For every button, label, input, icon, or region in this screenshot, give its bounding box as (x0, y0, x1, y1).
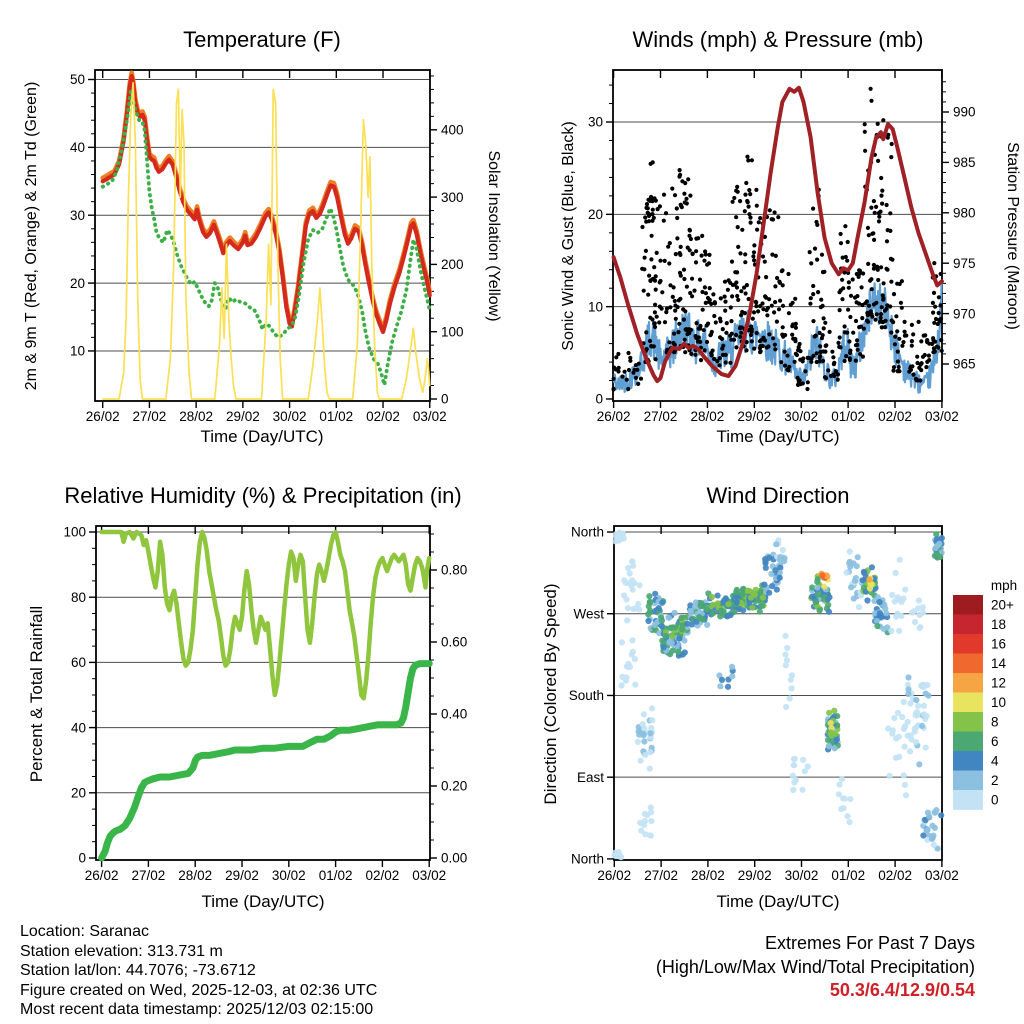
svg-text:100: 100 (441, 324, 464, 340)
figure-created-timestamp: Figure created on Wed, 2025-12-03, at 02:36 UTC (20, 981, 378, 999)
temperature-yaxis-right-label: Solar Insolation (Yellow) (485, 150, 502, 322)
wind-direction-chart-title: Wind Direction (706, 483, 850, 508)
svg-text:30/02: 30/02 (784, 409, 819, 424)
svg-text:300: 300 (441, 189, 464, 205)
extremes-values: 50.3/6.4/12.9/0.54 (829, 980, 975, 1000)
svg-text:27/02: 27/02 (643, 409, 678, 424)
svg-text:18: 18 (991, 616, 1007, 632)
svg-text:4: 4 (991, 753, 999, 769)
svg-text:28/02: 28/02 (179, 409, 214, 424)
solar-insolation-series (103, 83, 430, 399)
svg-text:990: 990 (953, 104, 976, 120)
svg-text:28/02: 28/02 (690, 409, 725, 424)
svg-text:975: 975 (953, 255, 976, 271)
svg-text:60: 60 (70, 655, 86, 671)
station-elevation: Station elevation: 313.731 m (20, 942, 223, 960)
svg-text:20: 20 (69, 275, 85, 291)
svg-text:26/02: 26/02 (597, 868, 632, 883)
svg-text:27/02: 27/02 (131, 868, 166, 883)
temperature-xaxis-title: Time (Day/UTC) (200, 427, 324, 446)
svg-text:28/02: 28/02 (691, 868, 725, 883)
svg-text:30: 30 (587, 114, 603, 130)
extremes-title: Extremes For Past 7 Days (764, 933, 975, 953)
svg-text:01/02: 01/02 (831, 868, 866, 883)
winds-yaxis-right-label: Station Pressure (Maroon) (1004, 142, 1021, 330)
svg-text:400: 400 (441, 122, 464, 138)
svg-text:29/02: 29/02 (737, 868, 772, 883)
svg-text:20+: 20+ (991, 597, 1014, 613)
svg-text:26/02: 26/02 (84, 868, 119, 883)
svg-text:10: 10 (587, 299, 603, 315)
winds-yaxis-left-label: Sonic Wind & Gust (Blue, Black) (560, 121, 577, 351)
svg-text:0: 0 (78, 850, 86, 866)
svg-text:27/02: 27/02 (644, 868, 678, 883)
svg-text:10: 10 (69, 343, 85, 359)
svg-text:100: 100 (63, 524, 86, 540)
svg-text:27/02: 27/02 (132, 409, 167, 424)
svg-text:0: 0 (991, 792, 999, 808)
svg-text:20: 20 (70, 785, 86, 801)
direction-yaxis-left-label: Direction (Colored By Speed) (541, 583, 560, 805)
winds-xaxis-title: Time (Day/UTC) (716, 427, 840, 446)
svg-text:03/02: 03/02 (925, 868, 959, 883)
svg-text:26/02: 26/02 (596, 409, 631, 424)
station-info-block (20, 922, 377, 1020)
svg-text:0.00: 0.00 (441, 850, 468, 866)
colorbar-units-label: mph (990, 578, 1018, 593)
svg-text:20: 20 (587, 207, 603, 223)
svg-text:12: 12 (991, 675, 1007, 691)
svg-text:965: 965 (953, 356, 976, 372)
svg-text:50: 50 (69, 72, 85, 88)
svg-text:02/02: 02/02 (878, 868, 912, 883)
svg-text:0.40: 0.40 (441, 706, 468, 722)
recent-data-timestamp: Most recent data timestamp: 2025/12/03 02:15:00 (20, 1001, 374, 1018)
humidity-yaxis-left-label: Percent & Total Rainfall (27, 605, 46, 783)
relative-humidity-series (102, 532, 430, 698)
svg-text:26/02: 26/02 (85, 409, 120, 424)
chart-plots (63, 70, 1014, 883)
wind-direction-dots (611, 530, 945, 861)
svg-text:01/02: 01/02 (319, 409, 354, 424)
extremes-subtitle: (High/Low/Max Wind/Total Precipitation) (655, 956, 975, 977)
svg-text:29/02: 29/02 (225, 868, 259, 883)
svg-text:28/02: 28/02 (178, 868, 213, 883)
svg-text:30/02: 30/02 (271, 868, 306, 883)
svg-text:40: 40 (69, 140, 85, 156)
svg-text:29/02: 29/02 (737, 409, 772, 424)
svg-text:0: 0 (595, 391, 603, 407)
svg-text:80: 80 (70, 589, 86, 605)
svg-text:0: 0 (441, 391, 449, 407)
svg-text:200: 200 (441, 257, 464, 273)
station-location: Location: Saranac (20, 923, 149, 940)
svg-text:6: 6 (991, 733, 999, 749)
svg-text:10: 10 (991, 694, 1007, 710)
svg-text:0.20: 0.20 (441, 778, 468, 794)
svg-text:16: 16 (991, 636, 1007, 652)
wind-direction-xaxis-title: Time (Day/UTC) (716, 892, 840, 911)
humidity-xaxis-title: Time (Day/UTC) (201, 892, 325, 911)
svg-text:29/02: 29/02 (225, 409, 260, 424)
humidity-precip-chart-title: Relative Humidity (%) & Precipitation (in) (64, 483, 462, 508)
temperature-chart-title: Temperature (F) (183, 27, 341, 52)
svg-text:North: North (570, 524, 604, 540)
winds-pressure-chart-title: Winds (mph) & Pressure (mb) (632, 27, 924, 52)
total-rainfall-series (102, 664, 430, 858)
svg-text:North: North (570, 851, 604, 867)
svg-text:03/02: 03/02 (412, 868, 447, 883)
svg-text:985: 985 (953, 155, 976, 171)
svg-text:02/02: 02/02 (366, 409, 400, 424)
svg-text:02/02: 02/02 (878, 409, 912, 424)
temperature-yaxis-left-label: 2m & 9m T (Red, Orange) & 2m Td (Green) (23, 81, 40, 391)
extremes-block (656, 932, 975, 1003)
svg-text:01/02: 01/02 (831, 409, 865, 424)
svg-text:0.60: 0.60 (441, 634, 468, 650)
svg-text:40: 40 (70, 720, 86, 736)
svg-text:30/02: 30/02 (272, 409, 307, 424)
svg-text:980: 980 (953, 205, 976, 221)
svg-text:03/02: 03/02 (412, 409, 447, 424)
station-latlon: Station lat/lon: 44.7076; -73.6712 (20, 962, 256, 979)
svg-text:West: West (573, 606, 604, 622)
wind-direction-tick-labels (569, 525, 959, 883)
humidity-precip-axes (89, 526, 437, 867)
temperature-series (103, 73, 430, 385)
svg-text:14: 14 (991, 655, 1007, 671)
svg-text:02/02: 02/02 (365, 868, 400, 883)
svg-text:03/02: 03/02 (925, 409, 959, 424)
svg-text:30/02: 30/02 (784, 868, 819, 883)
svg-text:South: South (568, 688, 604, 704)
svg-text:0.80: 0.80 (441, 562, 468, 578)
svg-text:970: 970 (953, 306, 976, 322)
speed-colorbar (953, 595, 1014, 810)
svg-text:2: 2 (991, 772, 999, 788)
svg-text:30: 30 (69, 207, 85, 223)
svg-text:01/02: 01/02 (318, 868, 353, 883)
svg-text:8: 8 (991, 714, 999, 730)
svg-text:East: East (576, 769, 604, 785)
